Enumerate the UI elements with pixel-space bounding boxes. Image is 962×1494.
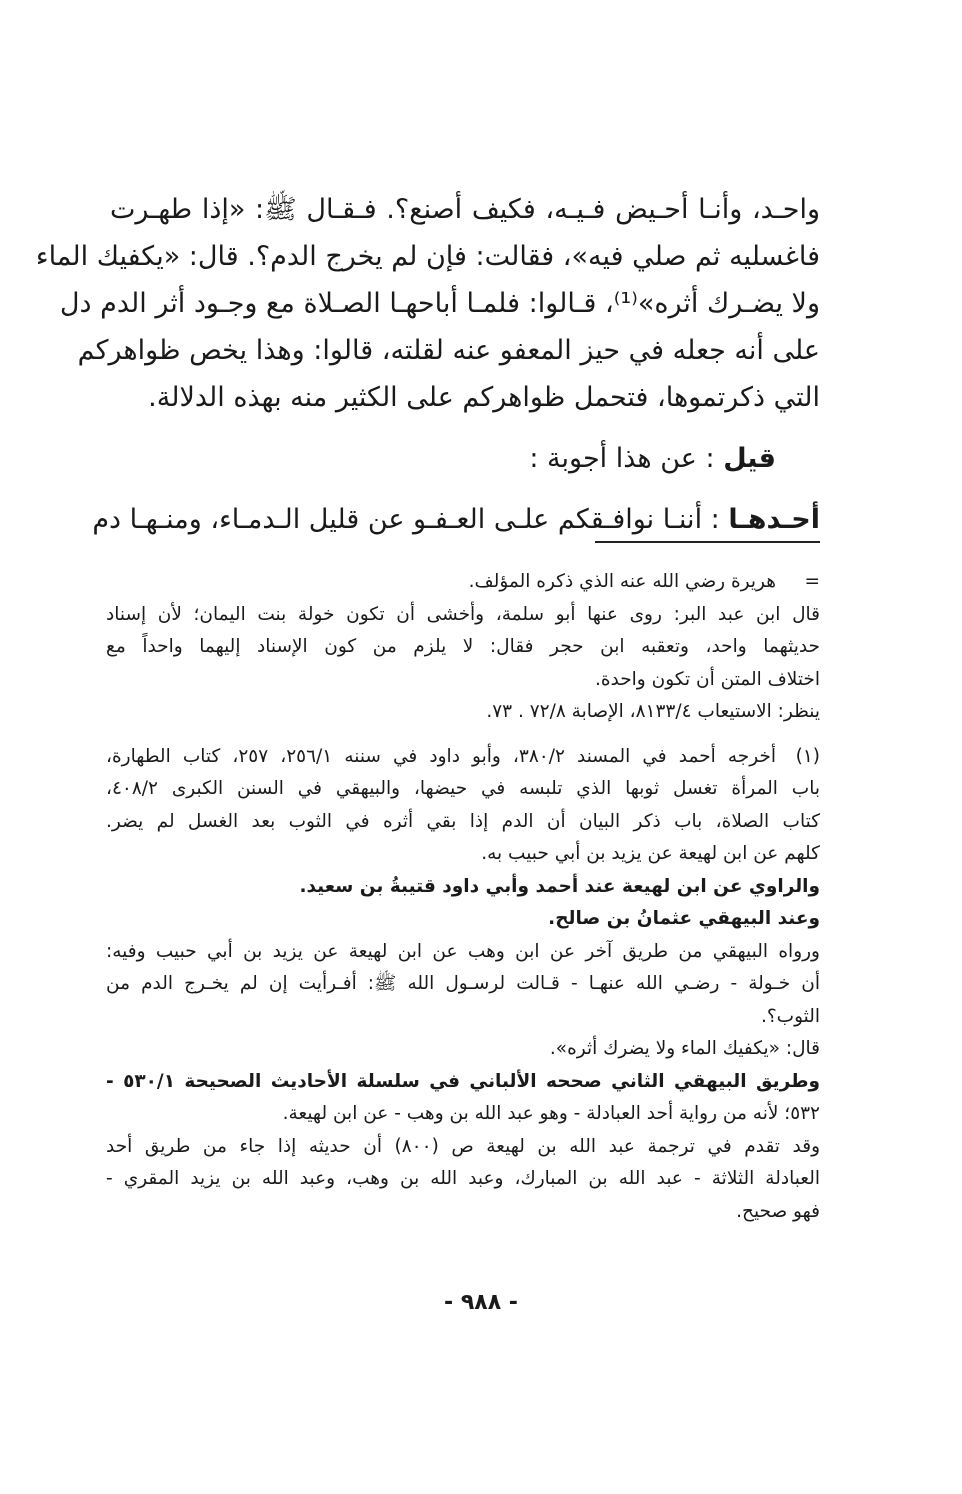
qila-line — [110, 435, 820, 482]
footnote-line: وعند البيهقي عثمانُ بن صالح. — [548, 908, 820, 929]
footnote-line: وقد تقدم في ترجمة عبد الله بن لهيعة ص (٨٠٠) أن حديثه إذا جاء من طريق أحد — [106, 1135, 821, 1157]
footnote-line: وطريق البيهقي الثاني صححه الألباني في سلسلة الأحاديث الصحيحة ٥٣٠/١ - — [106, 1070, 821, 1092]
footnote-line: كتاب الصلاة، باب ذكر البيان أن الدم إذا بقي أثره في الثوب بعد الغسل لم يضر. — [106, 810, 820, 832]
footnote-line: فهو صحيح. — [736, 1200, 820, 1222]
footnotes — [106, 566, 820, 1228]
page-number: - ٩٨٨ - — [444, 1290, 518, 1315]
footnote-line: أخرجه أحمد في المسند ٣٨٠/٢، وأبو داود في سننه ٢٥٦/١، ٢٥٧، كتاب الطهارة، — [106, 745, 776, 767]
text-line: فاغسليه ثم صلي فيه»، فقالت: فإن لم يخرج الدم؟. قال: «يكفيك الماء — [35, 241, 820, 272]
text-line: ولا يضـرك أثره»⁽¹⁾، قـالوا: فلمـا أباحهـا الصـلاة مع وجـود أثر الدم دل — [59, 288, 820, 319]
footnote-line: والراوي عن ابن لهيعة عند أحمد وأبي داود قتيبةُ بن سعيد. — [299, 875, 820, 897]
footnote-line: حديثهما واحد، وتعقبه ابن حجر فقال: لا يلزم من كون الإسناد إليهما واحداً مع — [106, 636, 820, 657]
footnote-continuation-marker: = — [804, 571, 820, 592]
footnote-line: العبادلة الثلاثة - عبد الله بن المبارك، وعبد الله بن وهب، وعبد الله بن يزيد المقري - — [106, 1168, 820, 1189]
ahaduha-lead: أحـدهـا — [728, 504, 820, 535]
main-text — [35, 186, 820, 543]
footnote-line: اختلاف المتن أن تكون واحدة. — [594, 668, 820, 690]
footnote-line: هريرة رضي الله عنه الذي ذكره المؤلف. — [468, 571, 776, 592]
footnote-line: ٥٣٢؛ لأنه من رواية أحد العبادلة - وهو عبد الله بن وهب - عن ابن لهيعة. — [282, 1103, 820, 1124]
footnote-line: قال: «يكفيك الماء ولا يضرك أثره». — [549, 1038, 820, 1059]
text-line: على أنه جعله في حيز المعفو عنه لقلته، قالوا: وهذا يخص ظواهركم — [77, 335, 820, 366]
qila-rest: : عن هذا أجوبة : — [529, 443, 715, 474]
footnote-line: ورواه البيهقي من طريق آخر عن ابن وهب عن ابن لهيعة عن يزيد بن أبي حبيب وفيه: — [106, 940, 820, 962]
ahaduha-line — [92, 496, 820, 543]
footnote-line: ينظر: الاستيعاب ٨١٣٣/٤، الإصابة ٧٢/٨ . ٧٣. — [486, 701, 820, 722]
footnote-1-marker: (١) — [795, 745, 820, 767]
footnote-line: قال ابن عبد البر: روى عنها أبو سلمة، وأخشى أن تكون خولة بنت اليمان؛ لأن إسناد — [106, 603, 820, 625]
footnote-line: باب المرأة تغسل ثوبها الذي تلبسه في حيضها، والبيهقي في السنن الكبرى ٤٠٨/٢، — [106, 778, 820, 799]
text-line: التي ذكرتموها، فتحمل ظواهركم على الكثير منه بهذه الدلالة. — [148, 382, 820, 413]
footnote-line: الثوب؟. — [760, 1005, 820, 1027]
footnote-line: كلهم عن ابن لهيعة عن يزيد بن أبي حبيب به. — [481, 843, 820, 864]
ahaduha-rest: : أننـا نوافـقكم علـى العـفـو عن قليل الـدمـاء، ومنـهـا دم — [92, 504, 720, 535]
footnote-line: أن خـولة - رضـي الله عنهـا - قـالت لرسـول الله ﷺ: أفـرأيت إن لم يخـرج الدم من — [106, 973, 820, 994]
qila-lead: قيل — [723, 443, 776, 474]
text-line: واحـد، وأنـا أحـيض فـيـه، فكيف أصنع؟. فـقـال ﷺ: «إذا طهـرت — [110, 194, 820, 225]
footnote-divider — [595, 541, 820, 543]
